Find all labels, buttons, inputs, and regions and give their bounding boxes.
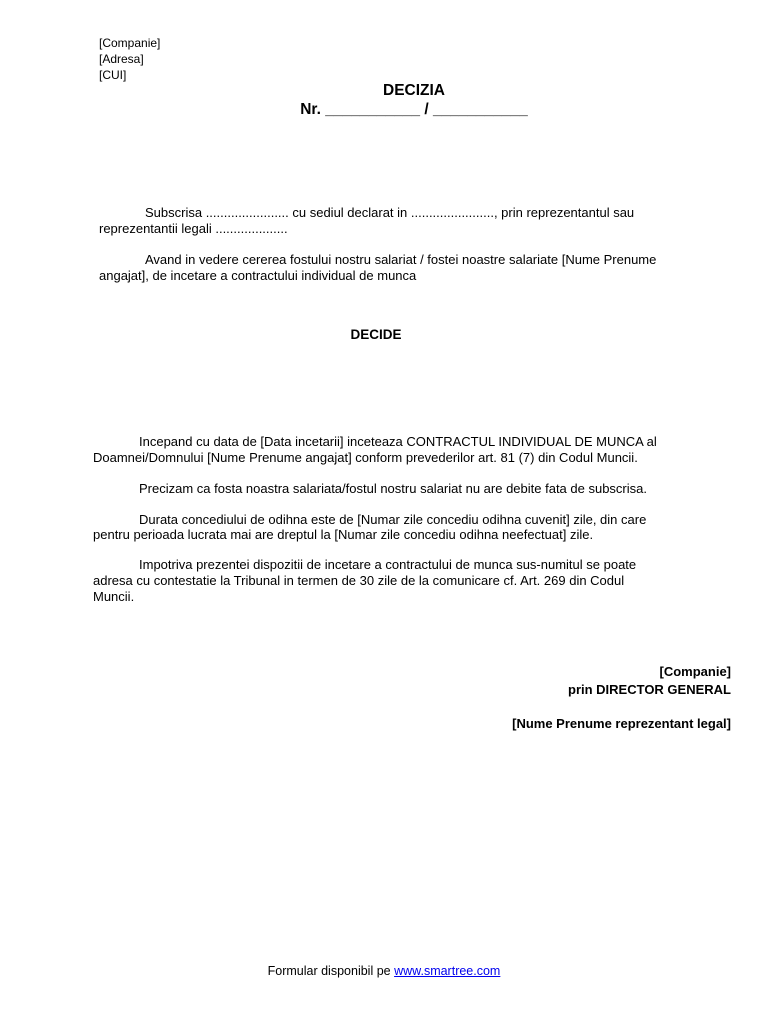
body-paragraph-3-line-1: Durata concediului de odihna este de [Numar zile concediu odihna cuvenit] zile, din care <box>139 512 647 527</box>
decide-heading: DECIDE <box>350 327 402 342</box>
body-paragraph-4-line-2: adresa cu contestatie la Tribunal in termen de 30 zile de la comunicare cf. Art. 269 din Codul <box>93 573 625 588</box>
body-paragraph-1-line-2: Doamnei/Domnului [Nume Prenume angajat] conform prevederilor art. 81 (7) din Codul Muncii. <box>93 450 638 465</box>
signature-role: prin DIRECTOR GENERAL <box>568 682 731 697</box>
body-paragraph-4-line-1: Impotriva prezentei dispozitii de incetare a contractului de munca sus-numitul se poate <box>139 557 637 572</box>
document-title: DECIZIA <box>383 82 445 99</box>
intro-paragraph-2-line-1: Avand in vedere cererea fostului nostru salariat / fostei noastre salariate [Nume Prenume <box>145 252 657 267</box>
footer <box>0 964 768 978</box>
body-paragraph-4-line-3: Muncii. <box>93 589 135 604</box>
body-paragraph-1-line-1: Incepand cu data de [Data incetarii] inceteaza CONTRACTUL INDIVIDUAL DE MUNCA al <box>139 434 657 449</box>
body-paragraph-3-line-2: pentru perioada lucrata mai are dreptul la [Numar zile concediu odihna neefectuat] zile. <box>93 527 594 542</box>
header-cui: [CUI] <box>99 68 127 82</box>
signature-company: [Companie] <box>659 664 731 679</box>
body-paragraph-2: Precizam ca fosta noastra salariata/fostul nostru salariat nu are debite fata de subscrisa. <box>139 481 647 496</box>
intro-paragraph-2-line-2: angajat], de incetare a contractului individual de munca <box>99 268 417 283</box>
footer-text: Formular disponibil pe <box>267 964 395 978</box>
document-number: Nr. ___________ / ___________ <box>300 101 528 118</box>
intro-paragraph-1-line-2: reprezentantii legali .................... <box>99 221 288 236</box>
intro-paragraph-1-line-1: Subscrisa ....................... cu sediul declarat in ......................., prin reprezentantul sau <box>145 205 635 220</box>
signature-representative: [Nume Prenume reprezentant legal] <box>512 716 731 731</box>
header-address: [Adresa] <box>99 52 144 66</box>
footer-link[interactable]: www.smartree.com <box>394 964 501 978</box>
header-company: [Companie] <box>99 36 161 50</box>
